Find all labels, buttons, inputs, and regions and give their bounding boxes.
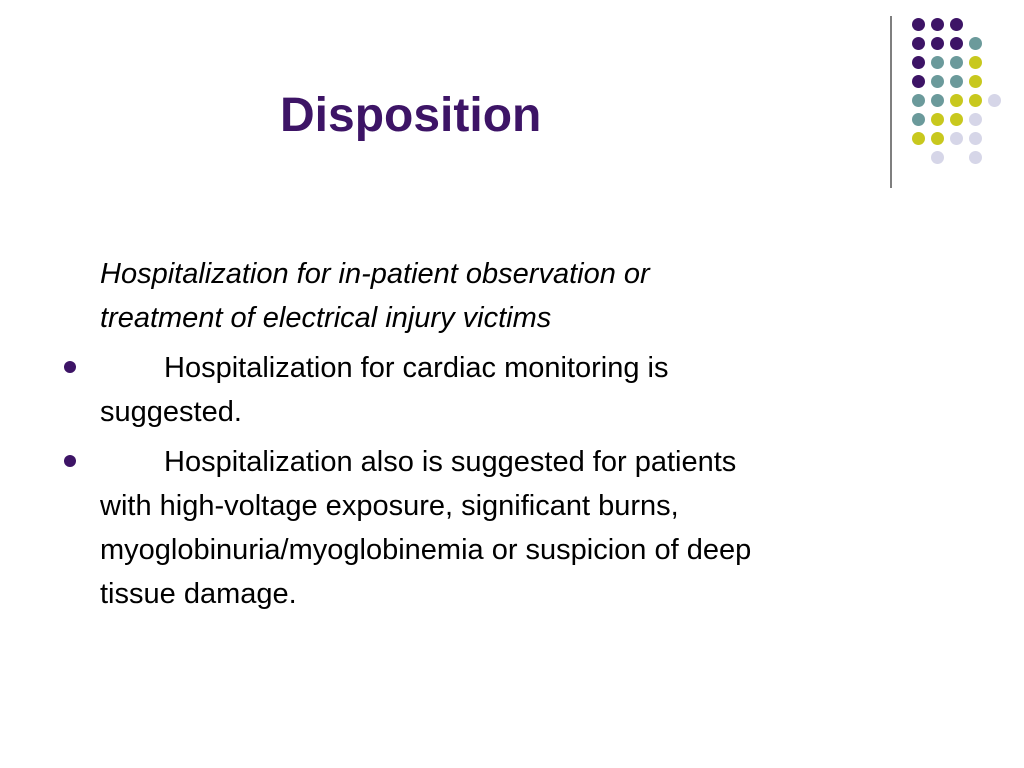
decorative-dot [931, 37, 944, 50]
decorative-dot [912, 56, 925, 69]
decorative-dot [950, 113, 963, 126]
intro-text [60, 252, 960, 340]
decorative-dot [969, 151, 982, 164]
bullet-2-line-2: with high-voltage exposure, significant burns, [100, 490, 679, 522]
decorative-dot [912, 94, 925, 107]
slide-title: Disposition [280, 89, 542, 142]
decorative-dot [950, 75, 963, 88]
decorative-dot [969, 37, 982, 50]
decorative-dot [931, 113, 944, 126]
intro-line-1: Hospitalization for in-patient observation or [100, 258, 650, 290]
decorative-dot [912, 113, 925, 126]
decorative-dot [950, 56, 963, 69]
title-divider [890, 16, 892, 188]
decorative-dot [950, 37, 963, 50]
decorative-dot [988, 94, 1001, 107]
bullet-2-line-3: myoglobinuria/myoglobinemia or suspicion of deep [100, 534, 752, 566]
bullet-1-line-1: Hospitalization for cardiac monitoring is [164, 352, 669, 384]
dot-grid-icon [900, 8, 1010, 168]
decorative-dot [931, 151, 944, 164]
decorative-dot [969, 56, 982, 69]
bullet-dot-icon [64, 455, 76, 467]
bullet-2-line-1: Hospitalization also is suggested for patients [164, 446, 737, 478]
decorative-dot [931, 132, 944, 145]
bullet-dot-icon [64, 361, 76, 373]
decorative-dot [912, 18, 925, 31]
decorative-dot [912, 132, 925, 145]
decorative-dot [969, 75, 982, 88]
decorative-dot [931, 56, 944, 69]
bullet-item-1 [60, 346, 960, 434]
decorative-dot [931, 18, 944, 31]
decorative-dot [950, 94, 963, 107]
decorative-dot [950, 18, 963, 31]
decorative-dot [931, 75, 944, 88]
decorative-dot [969, 113, 982, 126]
decorative-dot [969, 94, 982, 107]
bullet-2-line-4: tissue damage. [100, 578, 297, 610]
decorative-dot [912, 75, 925, 88]
bullet-item-2 [60, 440, 960, 616]
intro-line-2: treatment of electrical injury victims [100, 302, 552, 334]
decorative-dot [950, 132, 963, 145]
bullet-1-line-2: suggested. [100, 396, 242, 428]
decorative-dot [931, 94, 944, 107]
slide-body [60, 252, 960, 622]
decorative-dot [912, 37, 925, 50]
decorative-dot [969, 132, 982, 145]
